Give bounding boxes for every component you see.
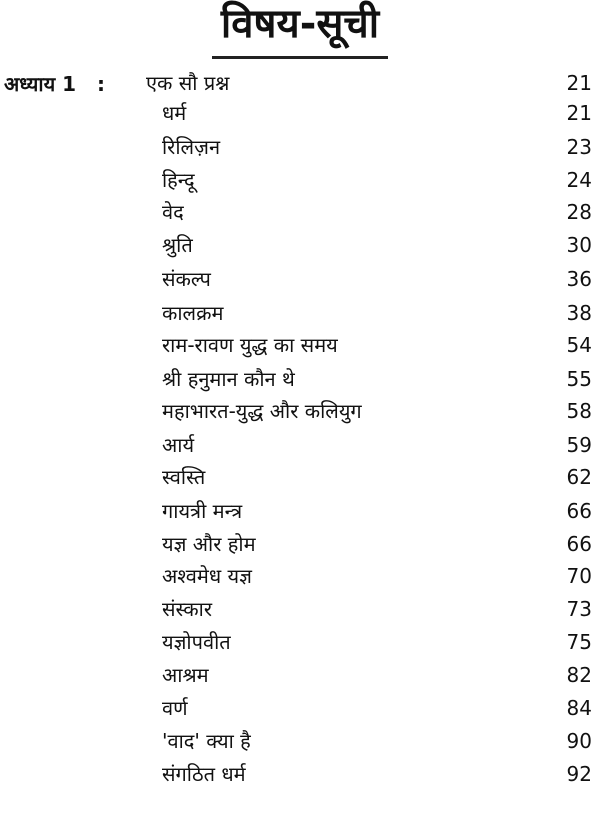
toc-entry-page: 28 xyxy=(566,200,592,224)
toc-entry-page: 70 xyxy=(566,564,592,588)
toc-entry xyxy=(0,98,600,128)
toc-entry xyxy=(0,726,600,756)
toc-entry xyxy=(0,230,600,260)
toc-entry-page: 58 xyxy=(566,399,592,423)
toc-entry xyxy=(0,197,600,227)
toc-entry-page: 23 xyxy=(566,135,592,159)
toc-entry-page: 82 xyxy=(566,663,592,687)
toc-entry xyxy=(0,594,600,624)
toc-entry-page: 30 xyxy=(566,233,592,257)
toc-entry-title: धर्म xyxy=(162,101,187,125)
toc-entry xyxy=(0,561,600,591)
toc-entry-title: महाभारत-युद्ध और कलियुग xyxy=(162,399,362,423)
toc-entry xyxy=(0,462,600,492)
toc-entry-page: 66 xyxy=(566,532,592,556)
toc-entry xyxy=(0,660,600,690)
toc-entry xyxy=(0,68,600,98)
toc-entry-title: कालक्रम xyxy=(162,301,224,325)
toc-entry-title: राम-रावण युद्ध का समय xyxy=(162,333,338,357)
toc-entry-title: श्री हनुमान कौन थे xyxy=(162,367,295,391)
toc-entry xyxy=(0,627,600,657)
toc-entry-page: 38 xyxy=(566,301,592,325)
toc-entry xyxy=(0,430,600,460)
toc-entry-title: आश्रम xyxy=(162,663,209,687)
toc-entry xyxy=(0,264,600,294)
toc-entry xyxy=(0,496,600,526)
toc-entry-page: 21 xyxy=(566,101,592,125)
toc-entry-title: 'वाद' क्या है xyxy=(162,729,251,753)
toc-entry-page: 73 xyxy=(566,597,592,621)
toc-entry-page: 92 xyxy=(566,762,592,786)
toc-entry-page: 66 xyxy=(566,499,592,523)
toc-entry-title: हिन्दू xyxy=(162,168,195,192)
toc-entry xyxy=(0,330,600,360)
toc-entry-title: आर्य xyxy=(162,433,195,457)
toc-entry-title: रिलिज़न xyxy=(162,135,221,159)
toc-entry-page: 55 xyxy=(566,367,592,391)
toc-entry-title: वर्ण xyxy=(162,696,188,720)
toc-entry xyxy=(0,396,600,426)
toc-entry-title: यज्ञोपवीत xyxy=(162,630,231,654)
toc-entry xyxy=(0,298,600,328)
toc-entry-page: 90 xyxy=(566,729,592,753)
toc-entry-title: स्वस्ति xyxy=(162,465,206,489)
toc-entry-page: 59 xyxy=(566,433,592,457)
toc-entry-page: 54 xyxy=(566,333,592,357)
toc-entry-page: 36 xyxy=(566,267,592,291)
toc-entry-title: श्रुति xyxy=(162,233,193,257)
page-title: विषय-सूची xyxy=(220,1,380,47)
toc-entry-page: 75 xyxy=(566,630,592,654)
toc-entry xyxy=(0,693,600,723)
toc-entry-page: 24 xyxy=(566,168,592,192)
toc-entry-title: अश्वमेध यज्ञ xyxy=(162,564,252,588)
toc-entry-title: वेद xyxy=(162,200,184,224)
chapter-number: अध्याय 1 xyxy=(4,72,77,96)
toc-entry xyxy=(0,759,600,789)
toc-entry xyxy=(0,364,600,394)
toc-entry-page: 62 xyxy=(566,465,592,489)
toc-entry-page: 84 xyxy=(566,696,592,720)
chapter-separator: : xyxy=(97,72,106,96)
toc-entry-title: यज्ञ और होम xyxy=(162,532,256,556)
toc-entry-title: एक सौ प्रश्न xyxy=(146,71,230,95)
title-underline xyxy=(212,56,388,59)
toc-entry-title: संकल्प xyxy=(162,267,211,291)
toc-entry-title: संगठित धर्म xyxy=(162,762,246,786)
toc-entry xyxy=(0,132,600,162)
toc-entry-title: संस्कार xyxy=(162,597,213,621)
toc-entry-title: गायत्री मन्त्र xyxy=(162,499,243,523)
toc-entry xyxy=(0,529,600,559)
toc-entry-page: 21 xyxy=(566,71,592,95)
toc-entry xyxy=(0,165,600,195)
